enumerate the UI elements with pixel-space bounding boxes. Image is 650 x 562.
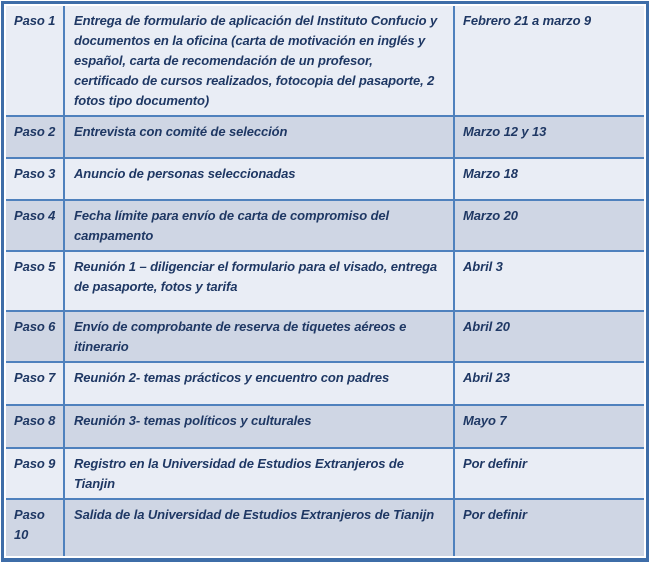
date-cell: Marzo 12 y 13	[454, 116, 644, 158]
step-cell: Paso 7	[6, 362, 64, 405]
table-row	[6, 200, 644, 251]
date-cell: Abril 20	[454, 311, 644, 362]
step-cell: Paso 10	[6, 499, 64, 556]
step-cell: Paso 9	[6, 448, 64, 499]
step-cell: Paso 1	[6, 6, 64, 116]
description-cell: Reunión 2- temas prácticos y encuentro con padres	[64, 362, 454, 405]
step-cell: Paso 8	[6, 405, 64, 448]
table-row	[6, 311, 644, 362]
table-row	[6, 116, 644, 158]
step-cell: Paso 6	[6, 311, 64, 362]
table-row	[6, 6, 644, 116]
table-row	[6, 251, 644, 311]
table-row	[6, 499, 644, 556]
step-cell: Paso 2	[6, 116, 64, 158]
description-cell: Fecha límite para envío de carta de compromiso del campamento	[64, 200, 454, 251]
step-cell: Paso 4	[6, 200, 64, 251]
description-cell: Entrevista con comité de selección	[64, 116, 454, 158]
date-cell: Por definir	[454, 448, 644, 499]
description-cell: Registro en la Universidad de Estudios Extranjeros de Tianjin	[64, 448, 454, 499]
date-cell: Por definir	[454, 499, 644, 556]
schedule-table-frame	[1, 1, 649, 562]
description-cell: Reunión 3- temas políticos y culturales	[64, 405, 454, 448]
date-cell: Mayo 7	[454, 405, 644, 448]
description-cell: Reunión 1 – diligenciar el formulario para el visado, entrega de pasaporte, fotos y tarifa	[64, 251, 454, 311]
table-row	[6, 158, 644, 200]
date-cell: Abril 23	[454, 362, 644, 405]
description-cell: Anuncio de personas seleccionadas	[64, 158, 454, 200]
table-row	[6, 362, 644, 405]
description-cell: Entrega de formulario de aplicación del Instituto Confucio y documentos en la oficina (carta de motivación en inglés y español, carta de recomendación de un profesor, certificado de cursos realizados, fotocopia del pasaporte, 2 fotos tipo documento)	[64, 6, 454, 116]
step-cell: Paso 5	[6, 251, 64, 311]
date-cell: Marzo 20	[454, 200, 644, 251]
date-cell: Abril 3	[454, 251, 644, 311]
schedule-table	[6, 6, 644, 556]
step-cell: Paso 3	[6, 158, 64, 200]
date-cell: Marzo 18	[454, 158, 644, 200]
table-row	[6, 405, 644, 448]
date-cell: Febrero 21 a marzo 9	[454, 6, 644, 116]
description-cell: Envío de comprobante de reserva de tiquetes aéreos e itinerario	[64, 311, 454, 362]
description-cell: Salida de la Universidad de Estudios Extranjeros de Tianijn	[64, 499, 454, 556]
table-row	[6, 448, 644, 499]
